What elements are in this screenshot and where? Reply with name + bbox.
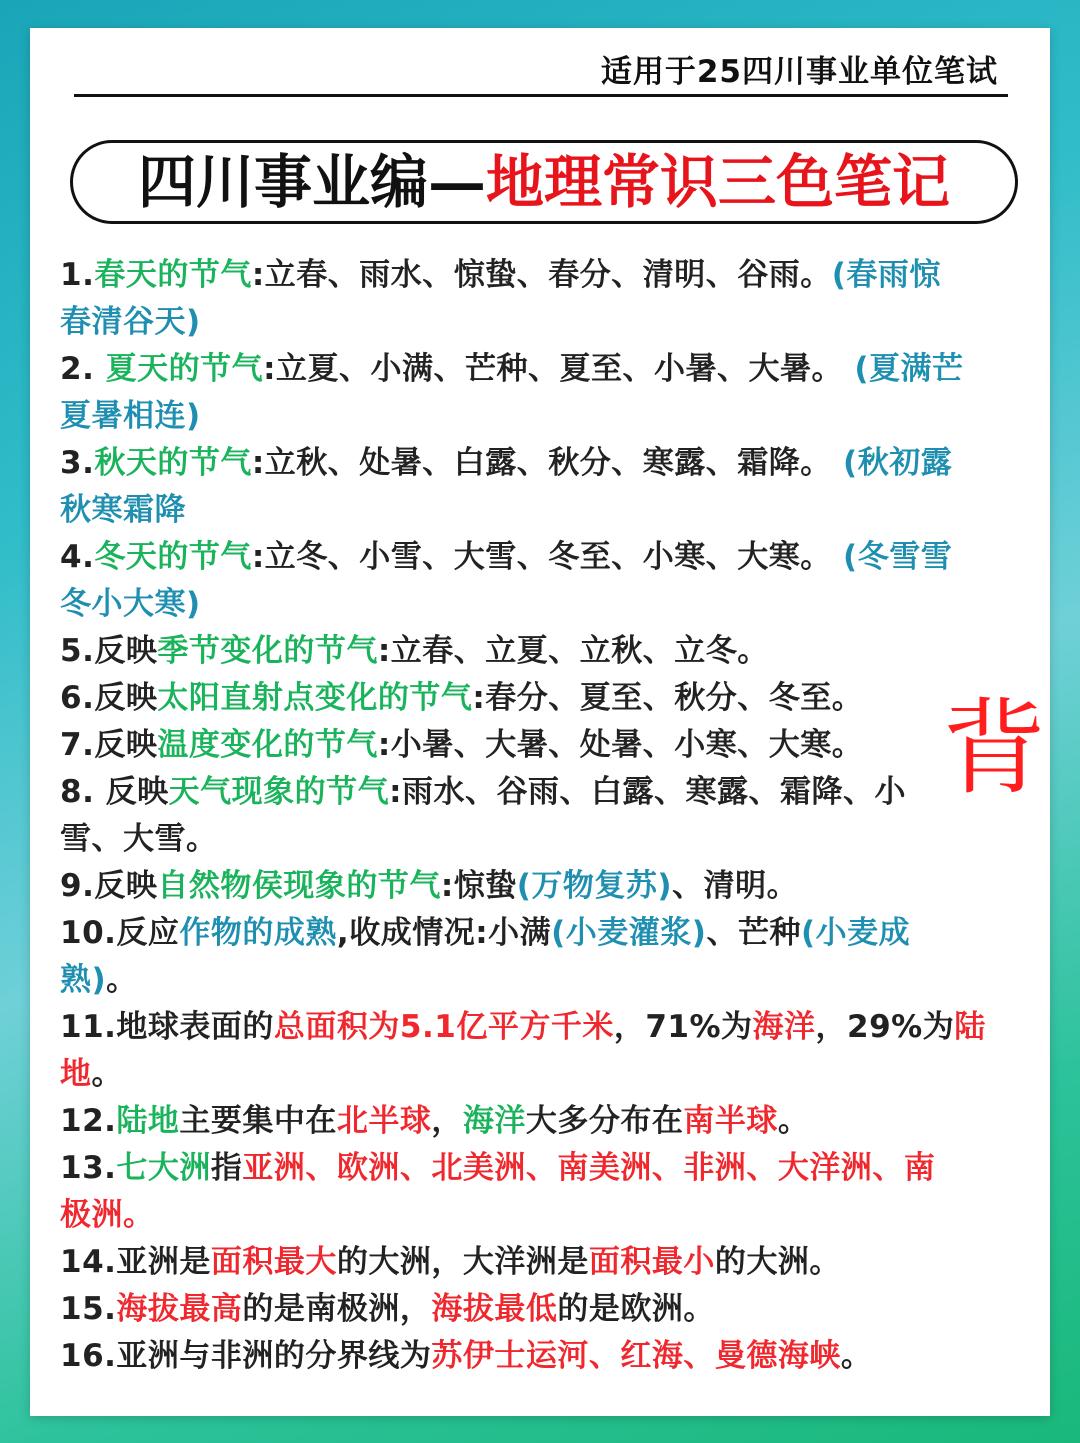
note-segment: 9.反映 [60, 868, 158, 904]
note-segment: :立冬、小雪、大雪、冬至、小寒、大寒。 [251, 539, 844, 575]
note-segment: 7.反映 [60, 727, 158, 763]
note-segment: 温度变化的节气 [157, 727, 378, 763]
note-segment: 陆 [954, 1009, 986, 1045]
title-right: 地理常识三色笔记 [486, 148, 951, 216]
note-line [60, 722, 863, 769]
note-segment: 春天的节气 [94, 257, 252, 293]
note-segment: 面积最大 [210, 1244, 337, 1280]
note-segment: 作物的成熟 [179, 915, 337, 951]
note-segment: ， [431, 1103, 463, 1139]
note-line [60, 863, 798, 910]
note-segment: 夏暑相连) [60, 398, 201, 434]
note-line [60, 534, 952, 581]
note-line [60, 440, 952, 487]
note-segment: 10.反应 [60, 915, 180, 951]
note-segment: 南半球 [683, 1103, 778, 1139]
note-segment: 北半球 [336, 1103, 432, 1139]
note-segment: (小麦灌浆) [551, 915, 707, 951]
note-line [60, 1145, 935, 1192]
header-divider [74, 94, 1008, 97]
note-line [60, 487, 186, 534]
note-segment: 8. 反映 [60, 774, 169, 810]
note-segment: 地 [60, 1056, 92, 1092]
note-segment: 1. [60, 257, 95, 293]
note-segment: 自然物侯现象的节气 [157, 868, 441, 904]
note-segment: 亚洲、欧洲、北美洲、南美洲、非洲、大洋洲、南 [242, 1150, 936, 1186]
note-segment: 6.反映 [60, 680, 158, 716]
note-segment: :立秋、处暑、白露、秋分、寒露、霜降。 [251, 445, 844, 481]
note-segment: 16.亚洲与非洲的分界线为 [60, 1338, 432, 1374]
title-left: 四川事业编— [137, 148, 486, 216]
note-segment: 、芒种 [706, 915, 801, 951]
note-segment: 15. [60, 1291, 117, 1327]
note-line [60, 957, 138, 1004]
note-segment: (秋初露 [843, 445, 953, 481]
note-segment: :惊蛰 [440, 868, 517, 904]
note-segment: 秋寒霜降 [60, 492, 186, 528]
note-segment: 海拔最低 [431, 1291, 558, 1327]
note-segment: (春雨惊 [831, 257, 941, 293]
note-segment: 秋天的节气 [94, 445, 252, 481]
note-line [60, 675, 863, 722]
note-segment: (万物复苏) [516, 868, 673, 904]
note-segment: 熟) [60, 962, 107, 998]
note-segment: 12. [60, 1103, 117, 1139]
note-segment: :小暑、大暑、处暑、小寒、大寒。 [377, 727, 864, 763]
note-segment: 总面积为5.1亿平方千米 [273, 1009, 614, 1045]
note-segment: 大多分布在 [525, 1103, 684, 1139]
note-line [60, 1286, 715, 1333]
note-segment: :春分、夏至、秋分、冬至。 [472, 680, 864, 716]
note-segment: 海洋 [462, 1103, 526, 1139]
note-segment: 海洋 [752, 1009, 816, 1045]
note-line [60, 816, 218, 863]
note-segment: 雪、大雪。 [60, 821, 218, 857]
note-segment: :立夏、小满、芒种、夏至、小暑、大暑。 [263, 351, 855, 387]
note-segment: ，29%为 [815, 1009, 955, 1045]
note-line [60, 252, 941, 299]
note-line [60, 346, 964, 393]
note-segment: 极洲。 [60, 1197, 155, 1233]
note-segment: 冬天的节气 [94, 539, 252, 575]
note-segment: :立春、立夏、立秋、立冬。 [377, 633, 769, 669]
note-segment: 、清明。 [672, 868, 799, 904]
note-line [60, 393, 201, 440]
note-segment: 夏天的节气 [105, 351, 264, 387]
note-segment: 春清谷天) [60, 304, 201, 340]
note-segment: 面积最小 [588, 1244, 715, 1280]
note-line [60, 581, 201, 628]
note-segment: (夏满芒 [854, 351, 964, 387]
note-segment: :立春、雨水、惊蛰、春分、清明、谷雨。 [251, 257, 832, 293]
note-line [60, 1004, 986, 1051]
note-line [60, 1333, 872, 1380]
note-segment: 冬小大寒) [60, 586, 201, 622]
note-segment: ,收成情况:小满 [336, 915, 552, 951]
note-segment: 11.地球表面的 [60, 1009, 274, 1045]
note-segment: (小麦成 [800, 915, 911, 951]
note-segment: 的大洲，大洋洲是 [336, 1244, 589, 1280]
note-line [60, 1051, 123, 1098]
note-segment: 的是南极洲， [242, 1291, 432, 1327]
note-segment: 。 [840, 1338, 873, 1374]
note-line [60, 910, 910, 957]
note-segment: 海拔最高 [116, 1291, 243, 1327]
note-segment: 指 [210, 1150, 243, 1186]
note-segment: 14.亚洲是 [60, 1244, 211, 1280]
exam-subtitle: 适用于25四川事业单位笔试 [600, 54, 998, 90]
note-segment: 。 [91, 1056, 123, 1092]
note-segment: (冬雪雪 [843, 539, 953, 575]
note-segment: 太阳直射点变化的节气 [157, 680, 473, 716]
note-segment: 陆地 [116, 1103, 180, 1139]
note-segment: 天气现象的节气 [168, 774, 390, 810]
note-segment: 的大洲。 [714, 1244, 841, 1280]
note-segment: 。 [106, 962, 138, 998]
note-segment: 13. [60, 1150, 117, 1186]
note-line [60, 628, 769, 675]
note-segment: 主要集中在 [179, 1103, 337, 1139]
note-segment: 。 [777, 1103, 810, 1139]
note-segment: 七大洲 [116, 1150, 211, 1186]
note-segment: 5.反映 [60, 633, 158, 669]
note-segment: ，71%为 [613, 1009, 753, 1045]
note-segment: :雨水、谷雨、白露、寒露、霜降、小 [389, 774, 907, 810]
note-line [60, 769, 906, 816]
page-title [70, 140, 1018, 224]
note-segment: 季节变化的节气 [157, 633, 378, 669]
note-segment: 3. [60, 445, 95, 481]
memorize-mark: 背 [942, 687, 1047, 809]
note-segment: 2. [60, 351, 106, 387]
note-segment: 苏伊士运河、红海、曼德海峡 [431, 1338, 841, 1374]
note-segment: 的是欧洲。 [557, 1291, 715, 1327]
note-segment: 4. [60, 539, 95, 575]
note-line [60, 299, 201, 346]
note-line [60, 1192, 155, 1239]
note-line [60, 1239, 841, 1286]
note-line [60, 1098, 809, 1145]
